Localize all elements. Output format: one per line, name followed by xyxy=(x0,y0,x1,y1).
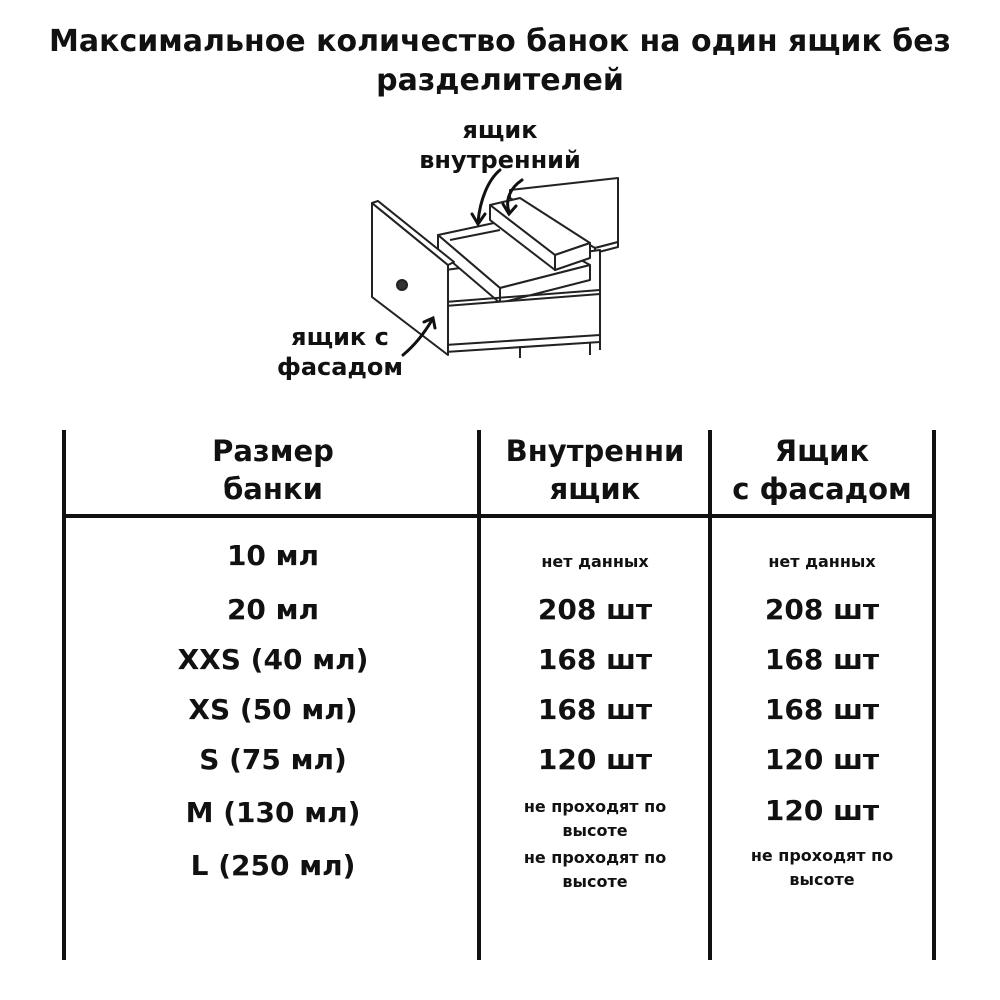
table-row-size: S (75 мл) xyxy=(199,743,347,776)
page-title: Максимальное количество банок на один ящик без разделителей xyxy=(49,24,951,98)
table-row-inner: нет данных xyxy=(541,552,649,571)
table-row-inner: 120 шт xyxy=(537,743,653,776)
table-row-inner: 168 шт xyxy=(537,693,653,726)
table-row-front: не проходят по высоте xyxy=(750,846,894,889)
table-row-inner: 168 шт xyxy=(537,643,653,676)
table-row-front: 120 шт xyxy=(764,794,880,827)
front-drawer-label: ящик с фасадом xyxy=(277,323,403,381)
table-row-size: XS (50 мл) xyxy=(188,693,358,726)
table-row-front: 168 шт xyxy=(764,693,880,726)
header-inner: Внутренни ящик xyxy=(505,434,685,506)
table-row-size: M (130 мл) xyxy=(185,796,361,829)
table-row-front: 120 шт xyxy=(764,743,880,776)
table-row-size: XXS (40 мл) xyxy=(177,643,369,676)
inner-drawer-label: ящик внутренний xyxy=(419,116,581,174)
header-size: Размер банки xyxy=(212,434,334,506)
table-border-left xyxy=(62,430,66,960)
table-row-size: 20 мл xyxy=(226,593,320,626)
table-header-rule xyxy=(62,514,936,518)
knob-icon xyxy=(397,280,407,290)
table-row-front: 168 шт xyxy=(764,643,880,676)
header-front: Ящик с фасадом xyxy=(732,434,912,506)
table-row-size: L (250 мл) xyxy=(190,849,356,882)
table-row-size: 10 мл xyxy=(226,539,320,572)
table-row-inner: не проходят по высоте xyxy=(523,797,667,840)
table-row-front: нет данных xyxy=(768,552,876,571)
table-border-right xyxy=(932,430,936,960)
table-row-inner: 208 шт xyxy=(537,593,653,626)
table-row-inner: не проходят по высоте xyxy=(523,848,667,891)
table-row-front: 208 шт xyxy=(764,593,880,626)
